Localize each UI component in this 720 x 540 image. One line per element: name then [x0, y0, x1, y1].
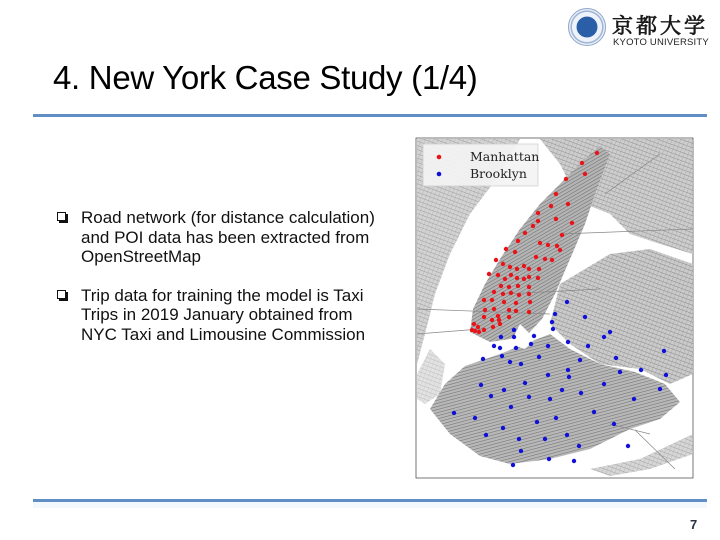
page-number: 7 [690, 517, 698, 532]
checkbox-square-icon [57, 290, 66, 299]
nyc-road-network-map [410, 134, 695, 482]
bullet-text: Road network (for distance calculation) and POI data has been extracted from OpenStreetMap [81, 208, 375, 266]
kyoto-university-emblem-icon [568, 8, 606, 46]
bullet-list [57, 208, 387, 363]
title-divider [33, 114, 707, 117]
logo-kanji: 京都大学 [612, 13, 708, 38]
checkbox-square-icon [57, 212, 66, 221]
bullet-text: Trip data for training the model is Taxi Trips in 2019 January obtained from NYC Taxi and Limousine Commission [81, 285, 366, 344]
bullet-item [57, 208, 387, 267]
legend-brooklyn-label: Brooklyn [470, 166, 527, 181]
footer-divider [33, 499, 707, 502]
university-logo [568, 6, 718, 52]
logo-english: KYOTO UNIVERSITY [613, 37, 709, 48]
legend-manhattan-label: Manhattan [470, 149, 540, 164]
bullet-item [57, 286, 387, 345]
slide-title: 4. New York Case Study (1/4) [53, 59, 478, 96]
